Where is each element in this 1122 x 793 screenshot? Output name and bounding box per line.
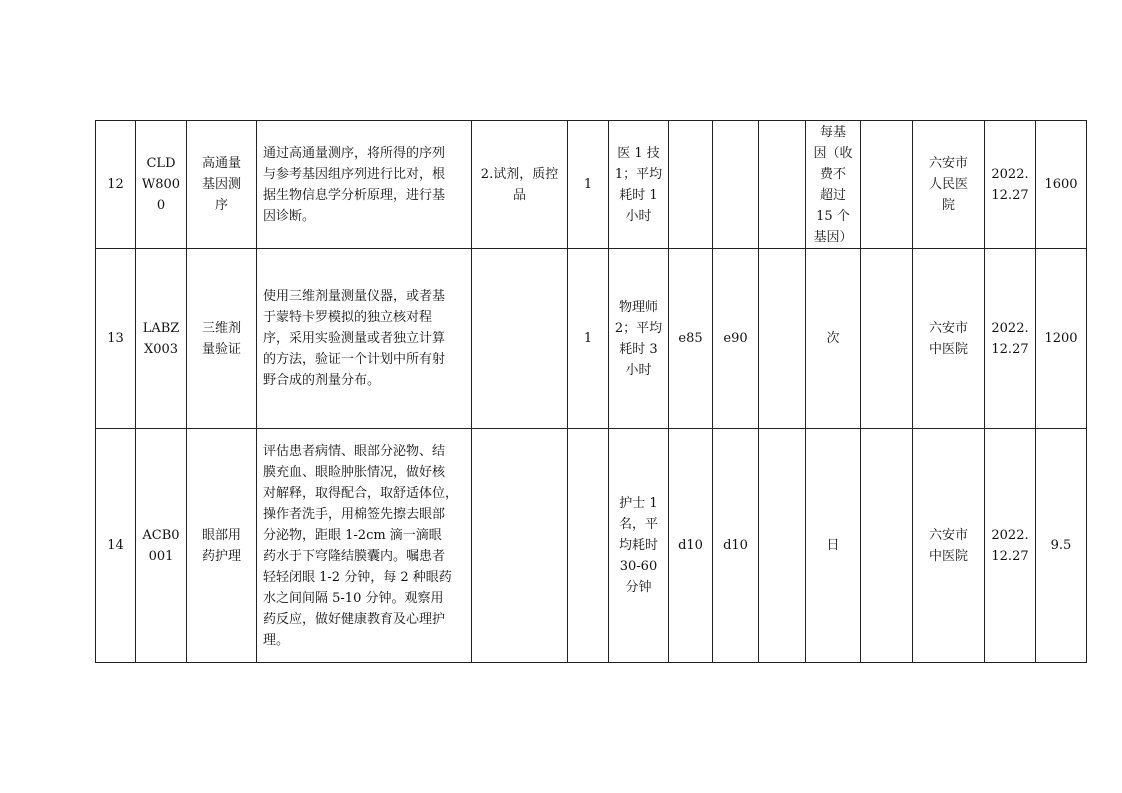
price: 9.5	[1036, 429, 1087, 663]
column-8-value	[669, 121, 713, 249]
column-8-value: e85	[669, 249, 713, 429]
date: 2022. 12.27	[985, 429, 1036, 663]
table-row	[96, 249, 1087, 429]
staff-time: 医 1 技 1；平均 耗时 1 小时	[609, 121, 669, 249]
column-6-value: 1	[568, 249, 609, 429]
date: 2022. 12.27	[985, 121, 1036, 249]
column-10-value	[759, 121, 806, 249]
column-12-value	[861, 429, 913, 663]
item-name: 高通量 基因测 序	[187, 121, 257, 249]
table-row	[96, 429, 1087, 663]
row-number: 13	[96, 249, 136, 429]
column-6-value: 1	[568, 121, 609, 249]
column-12-value	[861, 249, 913, 429]
hospital: 六安市 中医院	[913, 249, 985, 429]
item-content: 使用三维剂量测量仪器，或者基 于蒙特卡罗模拟的独立核对程 序，采用实验测量或者独立计算 的方法，验证一个计划中所有射 野合成的剂量分布。	[257, 249, 472, 429]
excluded-items	[472, 249, 568, 429]
column-8-value: d10	[669, 429, 713, 663]
excluded-items: 2.试剂，质控 品	[472, 121, 568, 249]
column-12-value	[861, 121, 913, 249]
excluded-items	[472, 429, 568, 663]
row-number: 14	[96, 429, 136, 663]
price: 1600	[1036, 121, 1087, 249]
staff-time: 物理师 2；平均 耗时 3 小时	[609, 249, 669, 429]
date: 2022. 12.27	[985, 249, 1036, 429]
column-10-value	[759, 249, 806, 429]
item-content: 评估患者病情、眼部分泌物、结 膜充血、眼睑肿胀情况，做好核 对解释，取得配合，取舒适体位， 操作者洗手，用棉签先擦去眼部 分泌物，距眼 1-2cm 滴一滴眼 药水于下穹隆结膜囊内。嘱患者 轻轻闭眼 1-2 分钟，每 2 种眼药 水之间间隔 5-10 分钟。观察用 药反应，做好健康教育及心理护 理。	[257, 429, 472, 663]
column-6-value	[568, 429, 609, 663]
column-10-value	[759, 429, 806, 663]
pricing-unit: 次	[806, 249, 861, 429]
item-code: LABZ X003	[136, 249, 187, 429]
item-code: CLD W800 0	[136, 121, 187, 249]
pricing-unit: 日	[806, 429, 861, 663]
price: 1200	[1036, 249, 1087, 429]
hospital: 六安市 人民医 院	[913, 121, 985, 249]
column-9-value: d10	[713, 429, 759, 663]
row-number: 12	[96, 121, 136, 249]
item-name: 三维剂 量验证	[187, 249, 257, 429]
item-name: 眼部用 药护理	[187, 429, 257, 663]
column-9-value	[713, 121, 759, 249]
pricing-unit: 每基 因（收 费不 超过 15 个 基因）	[806, 121, 861, 249]
item-content: 通过高通量测序，将所得的序列 与参考基因组序列进行比对，根 据生物信息学分析原理，进行基 因诊断。	[257, 121, 472, 249]
item-code: ACB0 001	[136, 429, 187, 663]
staff-time: 护士 1 名，平 均耗时 30-60 分钟	[609, 429, 669, 663]
table-row	[96, 121, 1087, 249]
column-9-value: e90	[713, 249, 759, 429]
service-pricing-table	[95, 120, 1087, 663]
hospital: 六安市 中医院	[913, 429, 985, 663]
